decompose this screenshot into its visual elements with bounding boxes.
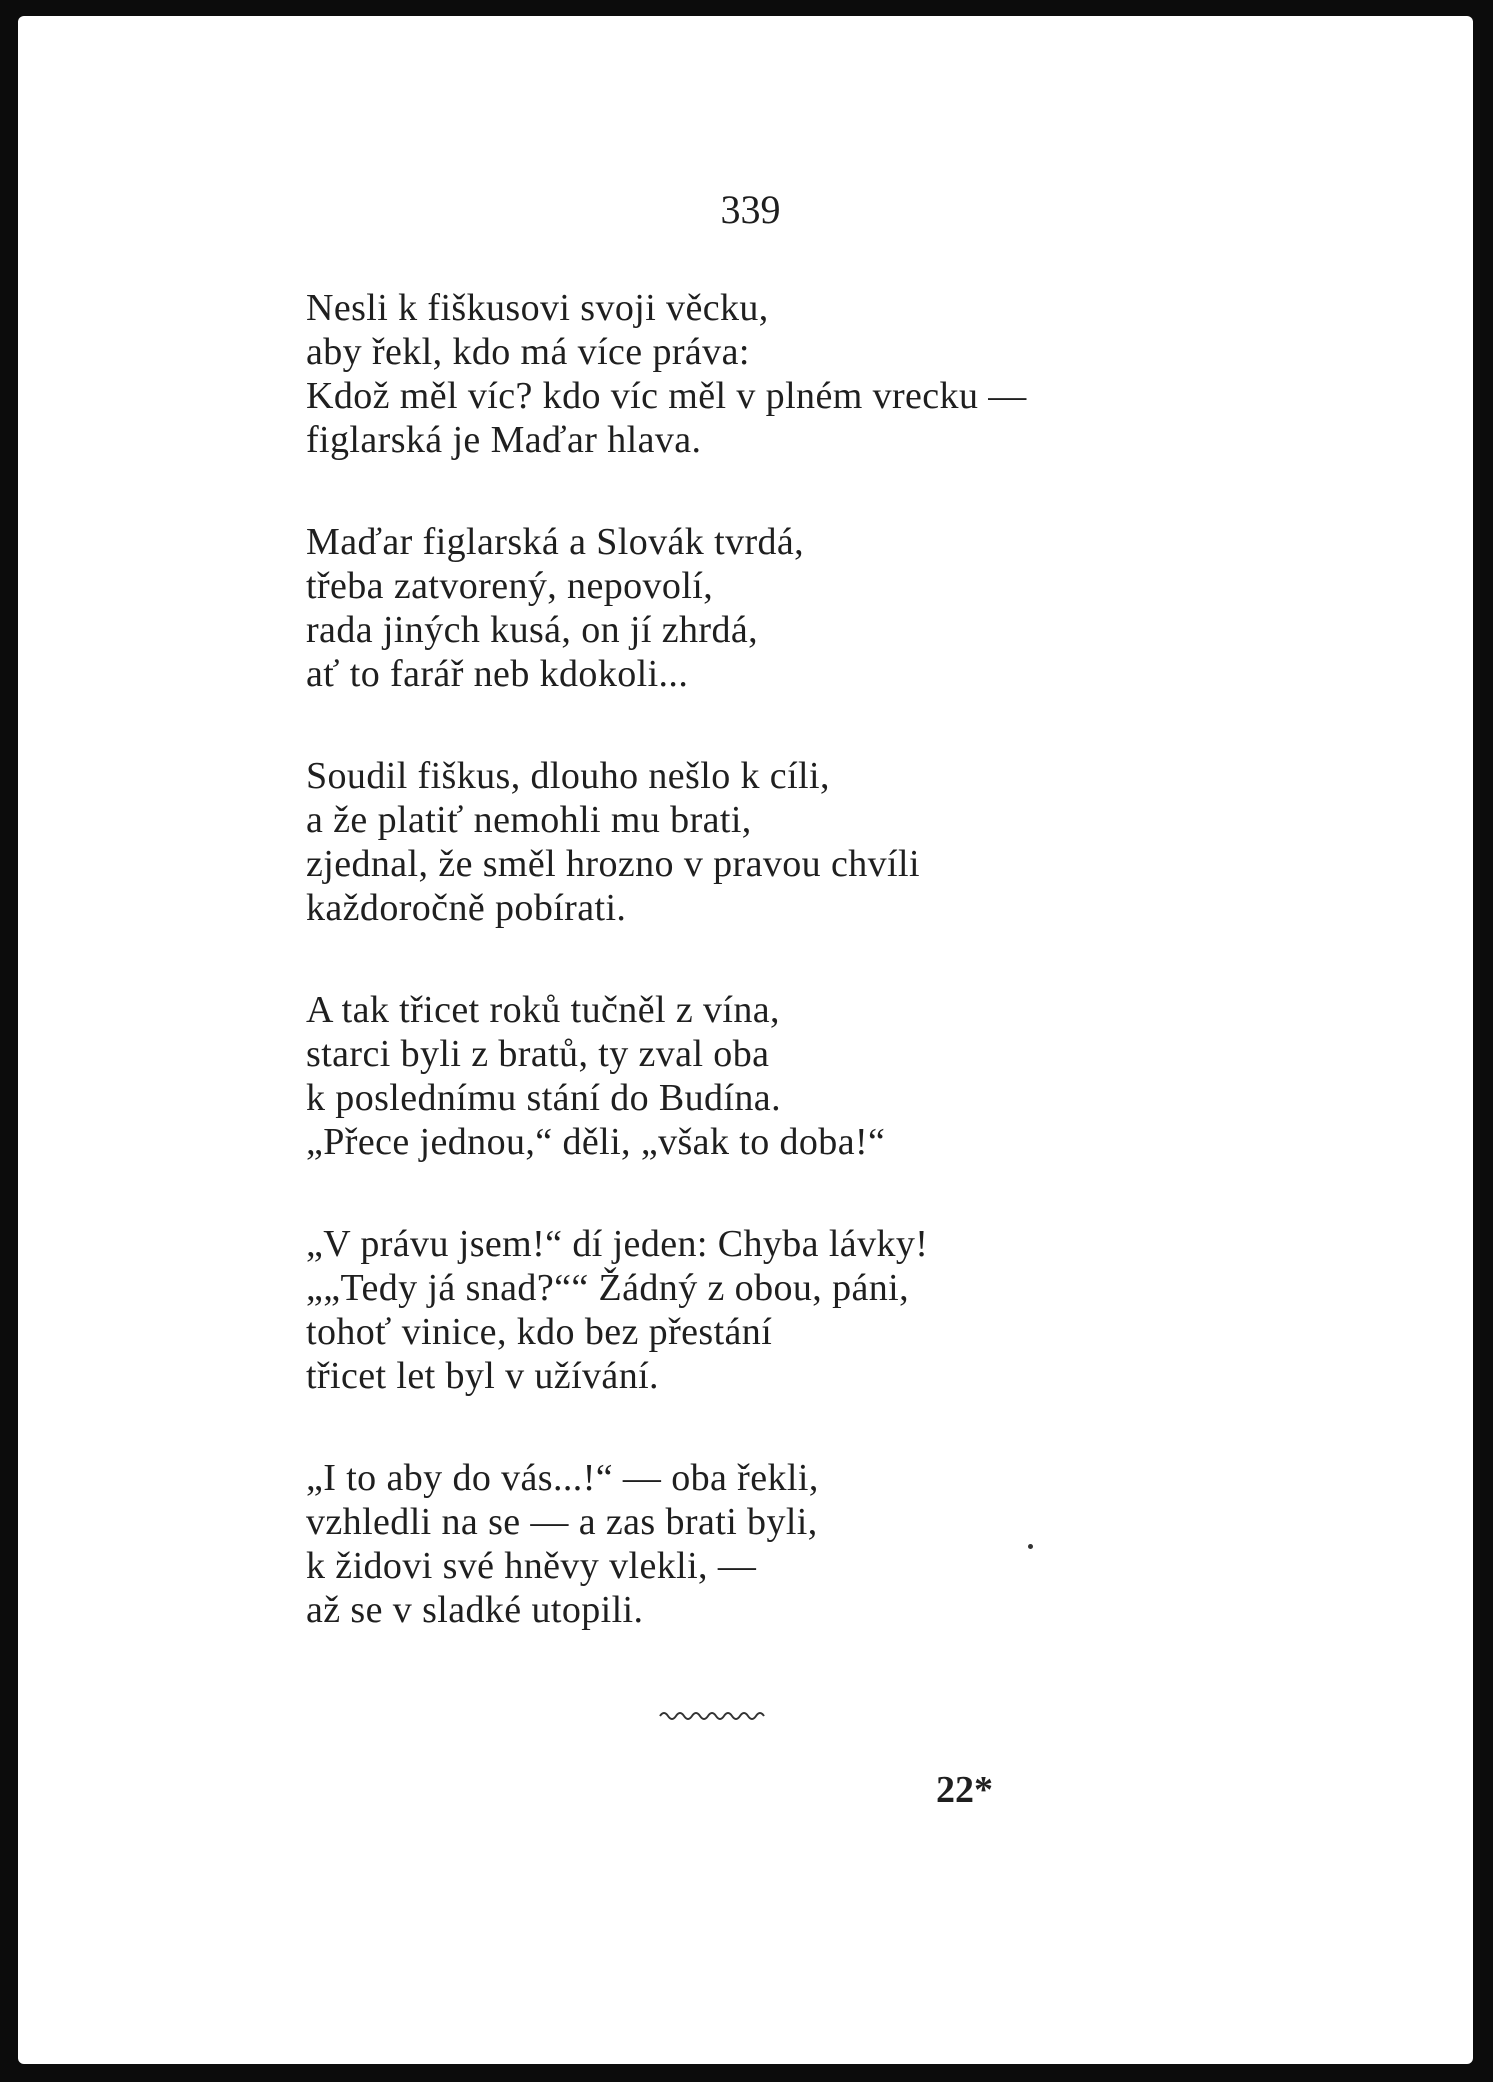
poem-line: „Přece jednou,“ děli, „však to doba!“ [306, 1121, 886, 1163]
poem-line: „„Tedy já snad?““ Žádný z obou, páni, [306, 1267, 910, 1309]
poem-line: rada jiných kusá, on jí zhrdá, [306, 609, 759, 651]
poem [306, 286, 1456, 1690]
ink-speck [1028, 1544, 1033, 1549]
poem-line: tohoť vinice, kdo bez přestání [306, 1311, 773, 1353]
poem-line: aby řekl, kdo má více práva: [306, 331, 750, 373]
stanza-5 [306, 1222, 1456, 1398]
poem-line: Nesli k fiškusovi svoji věcku, [306, 287, 769, 329]
poem-line: Maďar figlarská a Slovák tvrdá, [306, 521, 805, 563]
poem-line: zjednal, že směl hrozno v pravou chvíli [306, 843, 920, 885]
poem-line: Soudil fiškus, dlouho nešlo k cíli, [306, 755, 830, 797]
poem-line: starci byli z bratů, ty zval oba [306, 1033, 770, 1075]
page-number: 339 [720, 187, 781, 232]
signature-mark: 22* [936, 1769, 993, 1811]
poem-line: figlarská je Maďar hlava. [306, 419, 702, 461]
poem-line: k židovi své hněvy vlekli, — [306, 1545, 757, 1587]
poem-line: třeba zatvorený, nepovolí, [306, 565, 714, 607]
stanza-3 [306, 754, 1456, 930]
stanza-6 [306, 1456, 1456, 1632]
poem-line: každoročně pobírati. [306, 887, 627, 929]
wavy-line-ornament-icon [658, 1706, 768, 1726]
stanza-4 [306, 988, 1456, 1164]
poem-line: „I to aby do vás...!“ — oba řekli, [306, 1457, 819, 1499]
book-page [18, 16, 1473, 2064]
stanza-1 [306, 286, 1456, 462]
poem-line: Kdož měl víc? kdo víc měl v plném vrecku — [306, 375, 1027, 417]
poem-line: až se v sladké utopili. [306, 1589, 644, 1631]
poem-line: třicet let byl v užívání. [306, 1355, 659, 1397]
poem-line: A tak třicet roků tučněl z vína, [306, 989, 780, 1031]
poem-line: a že platiť nemohli mu brati, [306, 799, 752, 841]
poem-line: „V právu jsem!“ dí jeden: Chyba lávky! [306, 1223, 929, 1265]
poem-line: vzhledli na se — a zas brati byli, [306, 1501, 818, 1543]
poem-line: ať to farář neb kdokoli... [306, 653, 689, 695]
stanza-2 [306, 520, 1456, 696]
poem-line: k poslednímu stání do Budína. [306, 1077, 781, 1119]
